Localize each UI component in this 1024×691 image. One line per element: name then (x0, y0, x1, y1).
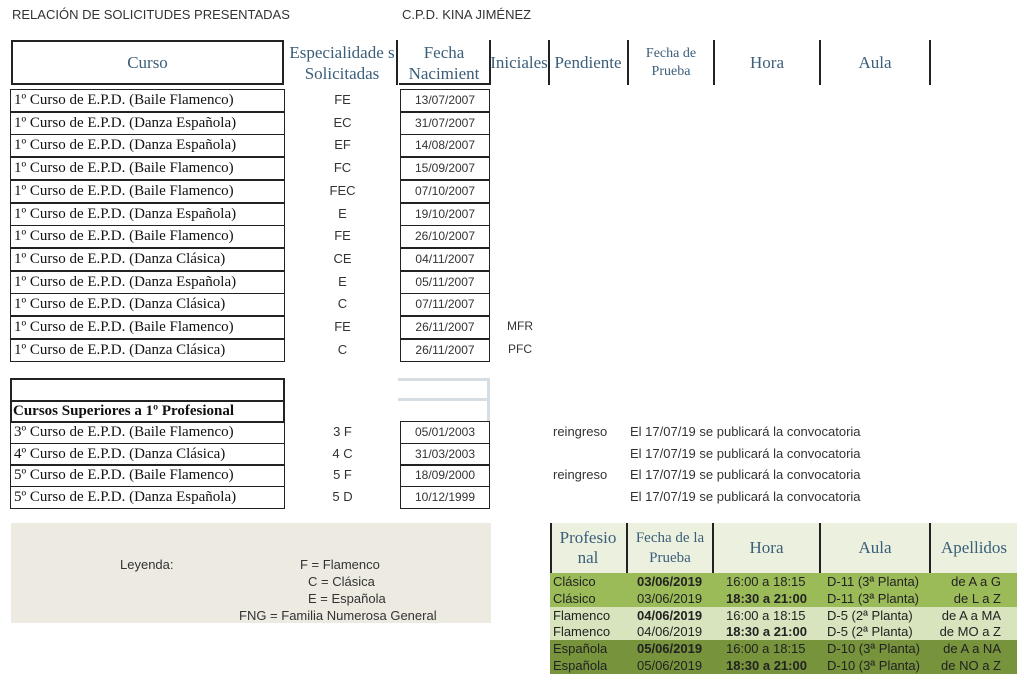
profesional-name: Española (553, 641, 608, 657)
col-header-hora: Hora (750, 53, 784, 72)
course-name: 1º Curso de E.P.D. (Baile Flamenco) (10, 89, 285, 112)
especialidad: FEC (329, 182, 356, 198)
classroom: D-10 (3ª Planta) (827, 658, 920, 673)
course-name: 1º Curso de E.P.D. (Baile Flamenco) (10, 180, 285, 203)
especialidad: 5 D (332, 488, 353, 504)
superiores-title: Cursos Superiores a 1º Profesional (13, 403, 235, 419)
course-name: 1º Curso de E.P.D. (Baile Flamenco) (10, 225, 285, 248)
exam-time: 18:30 a 21:00 (726, 590, 807, 606)
course-name: 3º Curso de E.P.D. (Baile Flamenco) (10, 421, 285, 444)
birth-date: 14/08/2007 (400, 134, 490, 157)
especialidad: FE (334, 92, 351, 107)
sched-divider (626, 523, 628, 573)
exam-date: 05/06/2019 (637, 658, 703, 673)
col-header-aula: Aula (858, 53, 892, 72)
course-name: 1º Curso de E.P.D. (Danza Española) (10, 134, 285, 157)
especialidad: 4 C (332, 445, 353, 461)
especialidad: C (337, 296, 348, 312)
sched-divider (929, 523, 931, 573)
col-header-curso: Curso (11, 40, 284, 85)
schedule-row (550, 640, 1017, 657)
surname-range: de A a G (951, 574, 1001, 589)
birth-date: 05/01/2003 (400, 421, 490, 444)
schedule-row (550, 590, 1017, 607)
course-name: 1º Curso de E.P.D. (Baile Flamenco) (10, 316, 285, 339)
especialidad: E (338, 273, 347, 289)
schedule-row (550, 573, 1017, 590)
surname-range: de NO a Z (941, 658, 1001, 673)
sched-header-fecha: Fecha de la Prueba (628, 523, 712, 573)
birth-date: 05/11/2007 (400, 271, 490, 294)
legend-box (11, 523, 491, 623)
publication-note: El 17/07/19 se publicará la convocatoria (630, 488, 861, 504)
course-name: 1º Curso de E.P.D. (Baile Flamenco) (10, 157, 285, 180)
classroom: D-5 (2ª Planta) (827, 607, 913, 623)
col-header-iniciales: Iniciales (490, 53, 548, 72)
birth-date: 15/09/2007 (400, 157, 490, 180)
header-divider (627, 40, 629, 85)
legend-item: C = Clásica (308, 574, 375, 589)
birth-date: 31/07/2007 (400, 112, 490, 135)
col-header-especialidades: Especialidade s Solicitadas (289, 42, 395, 83)
profesional-name: Flamenco (553, 624, 611, 640)
course-name: 5º Curso de E.P.D. (Danza Española) (10, 486, 285, 509)
iniciales: MFR (507, 319, 533, 333)
col-header-fecha-nacimiento: Fecha Nacimient (408, 42, 480, 83)
course-name: 4º Curso de E.P.D. (Danza Clásica) (10, 443, 285, 466)
exam-time: 18:30 a 21:00 (726, 658, 807, 673)
especialidad: 3 F (333, 424, 352, 439)
course-name: 1º Curso de E.P.D. (Danza Clásica) (10, 293, 285, 316)
especialidad: FC (333, 160, 352, 176)
sched-header-profesional: Profesio nal (550, 523, 626, 573)
profesional-name: Flamenco (553, 607, 611, 623)
profesional-name: Clásico (553, 574, 596, 589)
publication-note: El 17/07/19 se publicará la convocatoria (630, 424, 861, 439)
course-name: 5º Curso de E.P.D. (Baile Flamenco) (10, 464, 285, 487)
birth-date: 07/10/2007 (400, 180, 490, 203)
profesional-name: Española (553, 658, 608, 673)
legend-item: E = Española (308, 591, 386, 606)
birth-date: 26/11/2007 (400, 316, 490, 339)
birth-date: 10/12/1999 (400, 486, 490, 509)
exam-date: 05/06/2019 (637, 641, 703, 657)
header-divider (929, 40, 931, 85)
especialidad: EC (333, 114, 352, 130)
birth-date: 26/10/2007 (400, 225, 490, 248)
surname-range: de MO a Z (939, 624, 1001, 640)
classroom: D-10 (3ª Planta) (827, 641, 920, 657)
sched-header-aula: Aula (821, 523, 929, 573)
exam-time: 16:00 a 18:15 (726, 641, 806, 657)
course-name: 1º Curso de E.P.D. (Danza Española) (10, 271, 285, 294)
sched-divider (819, 523, 821, 573)
sched-header-hora: Hora (714, 523, 819, 573)
faint-line (487, 378, 490, 422)
especialidad: FE (334, 319, 351, 334)
legend-item: FNG = Familia Numerosa General (239, 608, 437, 623)
birth-date: 04/11/2007 (400, 248, 490, 271)
classroom: D-11 (3ª Planta) (827, 574, 919, 589)
sched-header-apellidos: Apellidos (931, 523, 1017, 573)
iniciales: PFC (508, 341, 532, 356)
especialidad: 5 F (333, 467, 352, 482)
classroom: D-11 (3ª Planta) (827, 590, 919, 606)
exam-date: 03/06/2019 (637, 574, 703, 589)
schedule-row (550, 607, 1017, 624)
course-name: 1º Curso de E.P.D. (Danza Española) (10, 203, 285, 226)
profesional-name: Clásico (553, 590, 596, 606)
document-title: RELACIÓN DE SOLICITUDES PRESENTADAS (12, 7, 290, 22)
legend-label: Leyenda: (120, 557, 174, 572)
birth-date: 26/11/2007 (400, 339, 490, 362)
faint-line (398, 398, 490, 401)
course-name: 1º Curso de E.P.D. (Danza Clásica) (10, 339, 285, 362)
birth-date: 13/07/2007 (400, 89, 490, 112)
exam-date: 04/06/2019 (637, 624, 703, 640)
legend-item: F = Flamenco (300, 557, 380, 572)
schedule-row (550, 623, 1017, 640)
classroom: D-5 (2ª Planta) (827, 624, 913, 640)
exam-time: 16:00 a 18:15 (726, 607, 806, 623)
surname-range: de L a Z (953, 590, 1001, 606)
center-name: C.P.D. KINA JIMÉNEZ (402, 7, 532, 22)
especialidad: E (338, 205, 347, 221)
faint-line (398, 378, 490, 381)
course-name: 1º Curso de E.P.D. (Danza Española) (10, 112, 285, 135)
surname-range: de A a NA (943, 641, 1001, 657)
exam-date: 04/06/2019 (637, 607, 703, 623)
col-header-pendiente: Pendiente (554, 53, 622, 72)
birth-date: 07/11/2007 (400, 293, 490, 316)
especialidad: C (337, 341, 348, 357)
birth-date: 31/03/2003 (400, 443, 490, 466)
col-header-fecha-prueba: Fecha de Prueba (645, 45, 697, 79)
birth-date: 19/10/2007 (400, 203, 490, 226)
especialidad: FE (334, 228, 351, 244)
exam-time: 16:00 a 18:15 (726, 574, 806, 589)
pendiente-status: reingreso (553, 467, 608, 482)
sched-divider (550, 523, 552, 573)
schedule-row (550, 657, 1017, 674)
especialidad: CE (333, 250, 352, 266)
course-name: 1º Curso de E.P.D. (Danza Clásica) (10, 248, 285, 271)
publication-note: El 17/07/19 se publicará la convocatoria (630, 467, 861, 482)
pendiente-status: reingreso (553, 424, 608, 439)
sched-divider (712, 523, 714, 573)
exam-time: 18:30 a 21:00 (726, 624, 807, 640)
superiores-header-divider (10, 400, 285, 402)
especialidad: EF (334, 137, 351, 153)
exam-date: 03/06/2019 (637, 590, 703, 606)
publication-note: El 17/07/19 se publicará la convocatoria (630, 445, 861, 461)
birth-date: 18/09/2000 (400, 464, 490, 487)
surname-range: de A a MA (941, 607, 1001, 623)
